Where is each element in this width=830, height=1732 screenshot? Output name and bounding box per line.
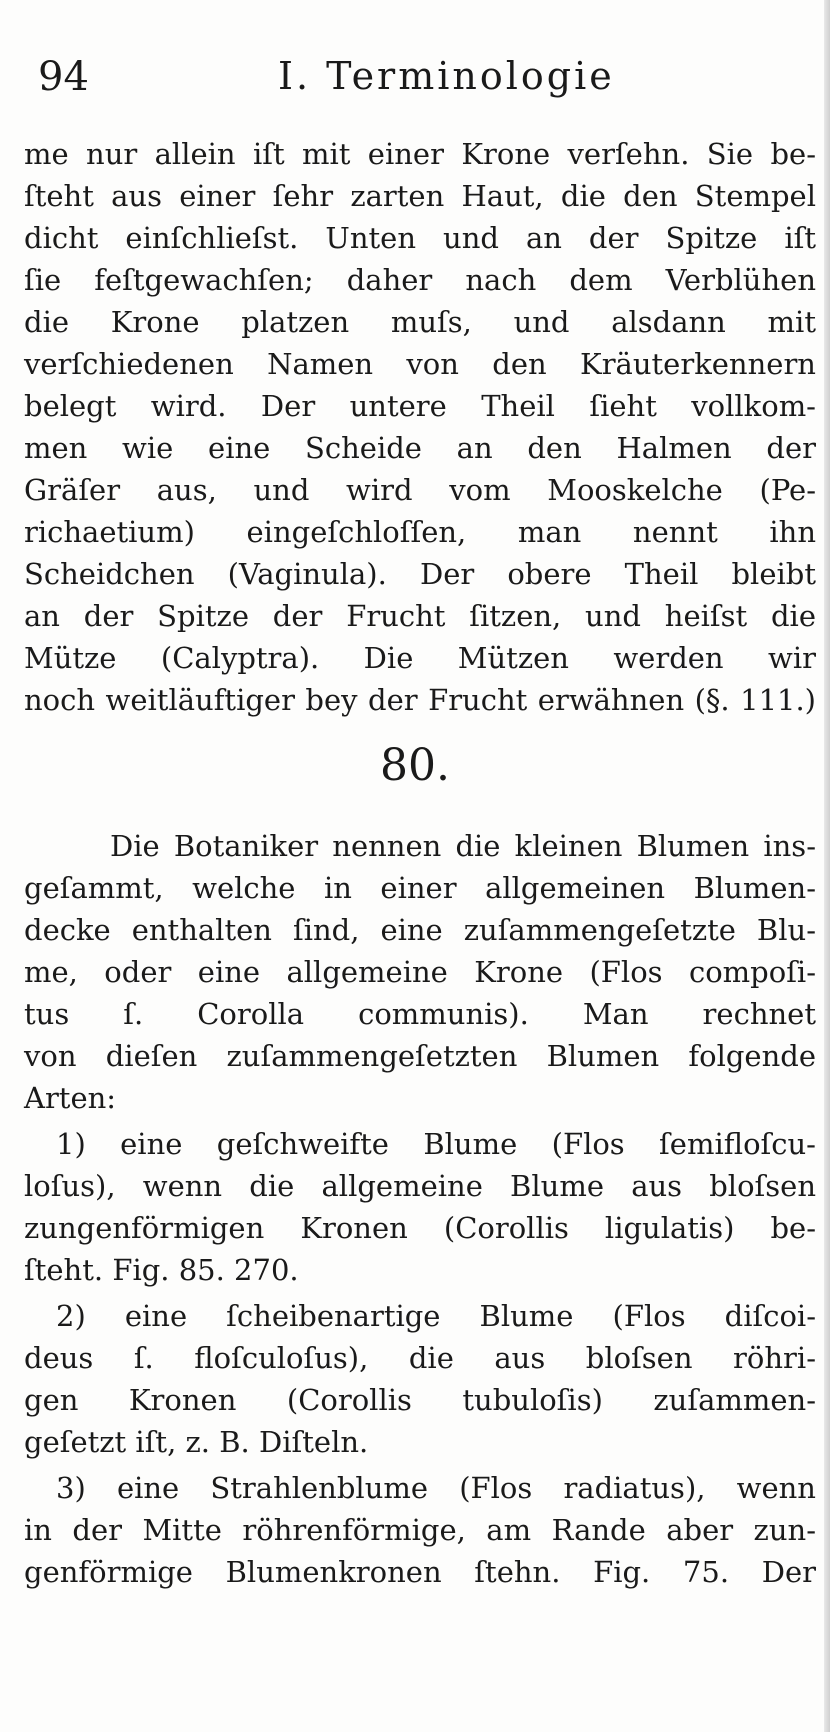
text-line: loſus), wenn die allgemeine Blume aus bloſsen	[24, 1169, 816, 1203]
text-line: gen Kronen (Corollis tubuloſis) zuſammen-	[24, 1383, 816, 1417]
text-line: zungenförmigen Kronen (Corollis ligulatis) be-	[24, 1211, 816, 1245]
list-item: 3) eine Strahlenblume (Flos radiatus), wenn	[56, 1471, 816, 1505]
text-line: genförmige Blumenkronen ſtehn. Fig. 75. Der	[24, 1555, 816, 1589]
text-line: an der Spitze der Frucht ſitzen, und heiſst die	[24, 599, 816, 633]
text-line: verſchiedenen Namen von den Kräuterkennern	[24, 347, 816, 381]
list-item: 2) eine ſcheibenartige Blume (Flos diſcoi-	[56, 1299, 816, 1333]
text-line: Gräſer aus, und wird vom Mooskelche (Pe-	[24, 473, 816, 507]
page-edge-shadow	[824, 0, 830, 1732]
page-header	[38, 54, 810, 114]
text-line: Mütze (Calyptra). Die Mützen werden wir	[24, 641, 816, 675]
text-line: Scheidchen (Vaginula). Der obere Theil bleibt	[24, 557, 816, 591]
text-line: ſie feſtgewachſen; daher nach dem Verblühen	[24, 263, 816, 297]
text-line: me, oder eine allgemeine Krone (Flos compoſi-	[24, 955, 816, 989]
text-line: ſteht. Fig. 85. 270.	[24, 1253, 299, 1287]
list-item: 1) eine geſchweifte Blume (Flos ſemifloſcu-	[56, 1127, 816, 1161]
text-line: in der Mitte röhrenförmige, am Rande aber zun-	[24, 1513, 816, 1547]
text-line: tus ſ. Corolla communis). Man rechnet	[24, 997, 816, 1031]
text-line: men wie eine Scheide an den Halmen der	[24, 431, 816, 465]
page-number: 94	[38, 54, 89, 100]
text-line: deus ſ. floſculoſus), die aus bloſsen röhri-	[24, 1341, 816, 1375]
text-line: dicht einſchlieſst. Unten und an der Spitze iſt	[24, 221, 816, 255]
text-line: geſammt, welche in einer allgemeinen Blumen-	[24, 871, 816, 905]
text-line: von dieſen zuſammengeſetzten Blumen folgende	[24, 1039, 816, 1073]
section-number: 80.	[380, 740, 450, 791]
running-title: I. Terminologie	[278, 54, 615, 98]
text-line: me nur allein iſt mit einer Krone verſehn. Sie be-	[24, 137, 816, 171]
text-line: ſteht aus einer ſehr zarten Haut, die den Stempel	[24, 179, 816, 213]
text-line: geſetzt iſt, z. B. Diſteln.	[24, 1425, 369, 1459]
text-line: noch weitläuftiger bey der Frucht erwähnen (§. 111.)	[24, 683, 816, 717]
text-line: decke enthalten ſind, eine zuſammengeſetzte Blu-	[24, 913, 816, 947]
text-line: Arten:	[24, 1081, 117, 1115]
text-line: belegt wird. Der untere Theil ſieht vollkom-	[24, 389, 816, 423]
text-line: die Krone platzen muſs, und alsdann mit	[24, 305, 816, 339]
text-line: richaetium) eingeſchloſſen, man nennt ihn	[24, 515, 816, 549]
text-line: Die Botaniker nennen die kleinen Blumen ins-	[110, 829, 816, 863]
